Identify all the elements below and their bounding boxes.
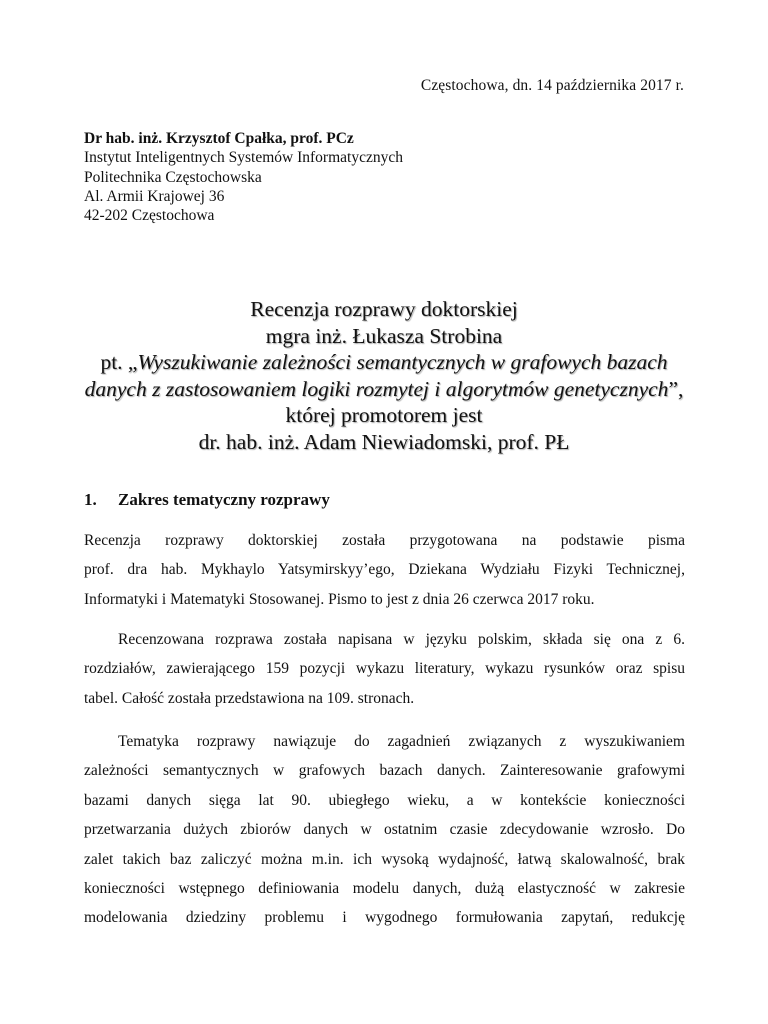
author-institute: Instytut Inteligentnych Systemów Informatycznych: [84, 149, 403, 167]
section-title: Zakres tematyczny rozprawy: [118, 490, 330, 509]
paragraph-line: Recenzowana rozprawa została napisana w języku polskim, składa się ona z 6.: [118, 631, 685, 648]
author-name: Dr hab. inż. Krzysztof Cpałka, prof. PCz: [84, 130, 354, 147]
paragraph-line: modelowania dziedziny problemu i wygodnego formułowania zapytań, redukcję: [84, 909, 685, 927]
title-line-6: dr. hab. inż. Adam Niewiadomski, prof. PŁ: [198, 429, 570, 454]
review-title: [84, 296, 684, 455]
paragraph-line: Recenzja rozprawy doktorskiej została przygotowana na podstawie pisma: [84, 532, 685, 549]
paragraph-line: zalet takich baz zaliczyć można m.in. ich wysoką wydajność, łatwą skalowalność, brak: [84, 850, 685, 868]
paragraph-line: tabel. Całość została przedstawiona na 109. stronach.: [84, 689, 415, 707]
author-street: Al. Armii Krajowej 36: [84, 187, 225, 205]
paragraph-3: [84, 727, 685, 933]
title-line-3: [84, 349, 684, 376]
paragraph-line: zależności semantycznych w grafowych bazach danych. Zainteresowanie grafowymi: [84, 762, 685, 780]
section-heading: [84, 490, 330, 510]
author-postal: 42-202 Częstochowa: [84, 207, 215, 225]
title-line-3-prefix: pt. „: [100, 350, 138, 374]
paragraph-line: bazami danych sięga lat 90. ubiegłego wieku, a w kontekście konieczności: [84, 791, 685, 809]
title-line-4: [84, 376, 684, 403]
paragraph-line: konieczności wstępnego definiowania modelu danych, dużą elastyczność w zakresie: [84, 880, 685, 898]
title-line-3-italic: Wyszukiwanie zależności semantycznych w grafowych bazach: [137, 350, 668, 374]
author-university: Politechnika Częstochowska: [84, 168, 262, 186]
title-line-2: mgra inż. Łukasza Strobina: [265, 323, 503, 348]
title-line-5: której promotorem jest: [285, 403, 483, 427]
paragraph-line: przetwarzania dużych zbiorów danych w ostatnim czasie zdecydowanie wzrosło. Do: [84, 821, 685, 839]
paragraph-line: rozdziałów, zawierającego 159 pozycji wykazu literatury, wykazu rysunków oraz spisu: [84, 660, 685, 678]
title-line-1: Recenzja rozprawy doktorskiej: [250, 297, 518, 321]
author-block: [84, 129, 403, 225]
paragraph-2: [84, 625, 685, 713]
title-line-4-italic: danych z zastosowaniem logiki rozmytej i algorytmów genetycznych: [84, 376, 669, 401]
paragraph-line: Informatyki i Matematyki Stosowanej. Pismo to jest z dnia 26 czerwca 2017 roku.: [84, 590, 595, 608]
section-number: 1.: [84, 490, 97, 509]
paragraph-1: [84, 526, 685, 614]
date-line: Częstochowa, dn. 14 października 2017 r.: [420, 77, 684, 94]
paragraph-line: Tematyka rozprawy nawiązuje do zagadnień związanych z wyszukiwaniem: [118, 733, 685, 750]
paragraph-line: prof. dra hab. Mykhaylo Yatsymirskyy’ego, Dziekana Wydziału Fizyki Technicznej,: [84, 561, 685, 579]
title-line-4-suffix: ”,: [668, 376, 684, 401]
